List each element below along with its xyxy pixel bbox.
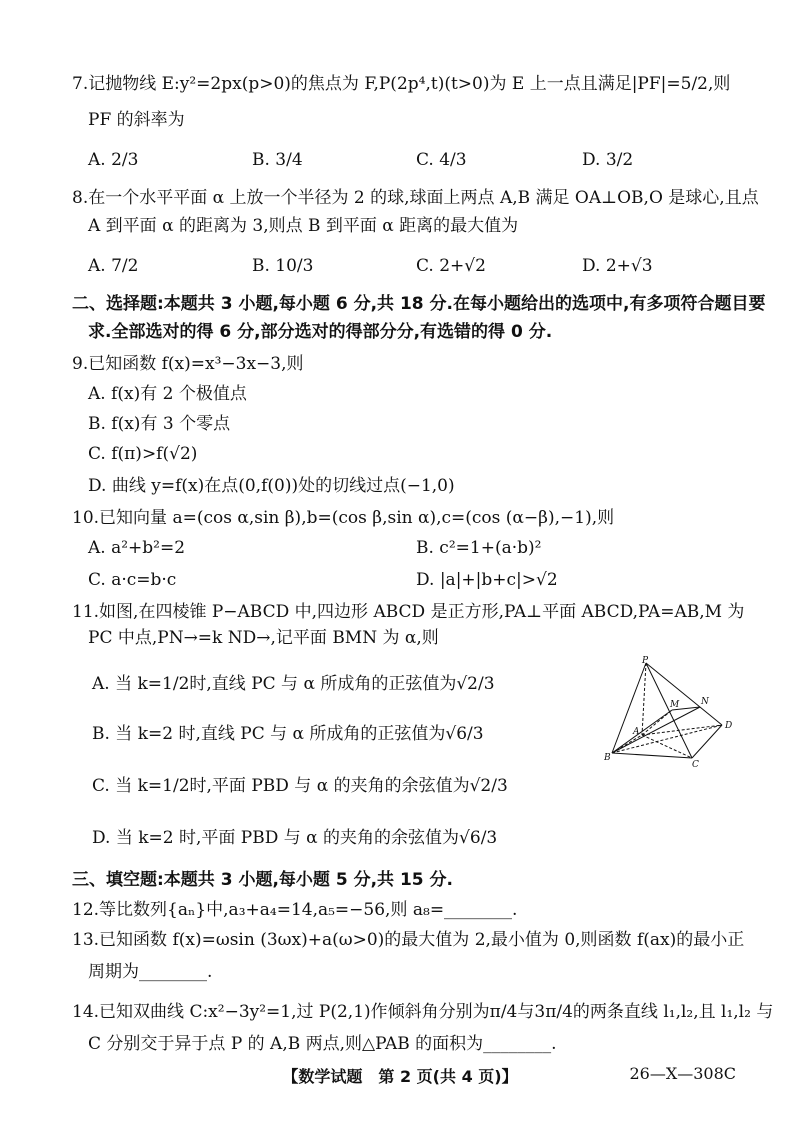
q11-option-c: C. 当 k=1/2时,平面 PBD 与 α 的夹角的余弦值为√2/3 <box>92 776 508 796</box>
q10-option-c: C. a·c=b·c <box>88 570 177 590</box>
q14-stem-line1: 14.已知双曲线 C:x²−3y²=1,过 P(2,1)作倾斜角分别为π/4与3π/4的两条直线 l₁,l₂,且 l₁,l₂ 与 <box>72 1002 774 1022</box>
q7-stem-line1: 7.记抛物线 E:y²=2px(p>0)的焦点为 F,P(2p⁴,t)(t>0)为 E 上一点且满足|PF|=5/2,则 <box>72 74 731 94</box>
page-footer-code: 26—X—308C <box>629 1064 736 1083</box>
edge-bc <box>612 753 692 758</box>
q13-stem-line2: 周期为________. <box>88 962 213 982</box>
q7-option-b: B. 3/4 <box>252 150 303 170</box>
q8-stem-line2: A 到平面 α 的距离为 3,则点 B 到平面 α 距离的最大值为 <box>88 216 519 236</box>
q8-stem-line1: 8.在一个水平平面 α 上放一个半径为 2 的球,球面上两点 A,B 满足 OA⊥OB,O 是球心,且点 <box>72 188 759 208</box>
pyramid-figure <box>604 655 754 767</box>
q8-option-c: C. 2+√2 <box>416 256 486 276</box>
q11-option-b: B. 当 k=2 时,直线 PC 与 α 所成角的正弦值为√6/3 <box>92 724 484 744</box>
edge-ba-hidden <box>612 735 642 753</box>
q9-option-d: D. 曲线 y=f(x)在点(0,f(0))处的切线过点(−1,0) <box>88 476 455 496</box>
q9-stem: 9.已知函数 f(x)=x³−3x−3,则 <box>72 354 304 374</box>
q11-option-a: A. 当 k=1/2时,直线 PC 与 α 所成角的正弦值为√2/3 <box>92 674 495 694</box>
segment-bm <box>612 710 672 753</box>
q11-option-d: D. 当 k=2 时,平面 PBD 与 α 的夹角的余弦值为√6/3 <box>92 828 498 848</box>
q7-option-c: C. 4/3 <box>416 150 467 170</box>
label-a: A <box>633 727 640 737</box>
q8-option-a: A. 7/2 <box>88 256 139 276</box>
q10-option-b: B. c²=1+(a·b)² <box>416 538 542 558</box>
q11-stem-line1: 11.如图,在四棱锥 P−ABCD 中,四边形 ABCD 是正方形,PA⊥平面 ABCD,PA=AB,M 为 <box>72 602 745 622</box>
label-m: M <box>670 700 680 710</box>
label-c: C <box>692 760 699 767</box>
q9-option-a: A. f(x)有 2 个极值点 <box>88 384 247 404</box>
q8-option-b: B. 10/3 <box>252 256 314 276</box>
q8-option-d: D. 2+√3 <box>582 256 653 276</box>
q9-option-b: B. f(x)有 3 个零点 <box>88 414 231 434</box>
segment-bn <box>612 707 700 753</box>
edge-pc <box>646 663 692 758</box>
q13-stem-line1: 13.已知函数 f(x)=ωsin (3ωx)+a(ω>0)的最大值为 2,最小值为 0,则函数 f(ax)的最小正 <box>72 930 745 950</box>
section2-heading-line1: 二、选择题:本题共 3 小题,每小题 6 分,共 18 分.在每小题给出的选项中,有多项符合题目要 <box>72 294 766 314</box>
diagonal-ac-hidden <box>642 735 692 758</box>
section3-heading: 三、填空题:本题共 3 小题,每小题 5 分,共 15 分. <box>72 870 453 890</box>
section2-heading-line2: 求.全部选对的得 6 分,部分选对的得部分分,有选错的得 0 分. <box>88 322 553 342</box>
label-n: N <box>701 697 709 707</box>
q12-stem: 12.等比数列{aₙ}中,a₃+a₄=14,a₅=−56,则 a₈=________. <box>72 900 518 920</box>
q7-option-d: D. 3/2 <box>582 150 634 170</box>
label-p: P <box>642 656 649 666</box>
edge-pb <box>612 663 646 753</box>
page-footer-title: 【数学试题 第 2 页(共 4 页)】 <box>282 1067 518 1086</box>
edge-pa-hidden <box>642 663 646 735</box>
diagonal-bd-hidden <box>612 725 722 753</box>
q7-stem-line2: PF 的斜率为 <box>88 110 185 130</box>
q10-stem: 10.已知向量 a=(cos α,sin β),b=(cos β,sin α),c=(cos (α−β),−1),则 <box>72 508 615 528</box>
q7-option-a: A. 2/3 <box>88 150 139 170</box>
label-d: D <box>725 721 733 731</box>
q10-option-a: A. a²+b²=2 <box>88 538 186 558</box>
edge-ad-hidden <box>642 725 722 735</box>
q9-option-c: C. f(π)>f(√2) <box>88 444 198 464</box>
label-b: B <box>604 753 611 763</box>
q10-option-d: D. |a|+|b+c|>√2 <box>416 570 558 590</box>
q14-stem-line2: C 分别交于异于点 P 的 A,B 两点,则△PAB 的面积为________. <box>88 1034 557 1054</box>
edge-cd <box>692 725 722 758</box>
q11-stem-line2: PC 中点,PN→=k ND→,记平面 BMN 为 α,则 <box>88 628 439 648</box>
